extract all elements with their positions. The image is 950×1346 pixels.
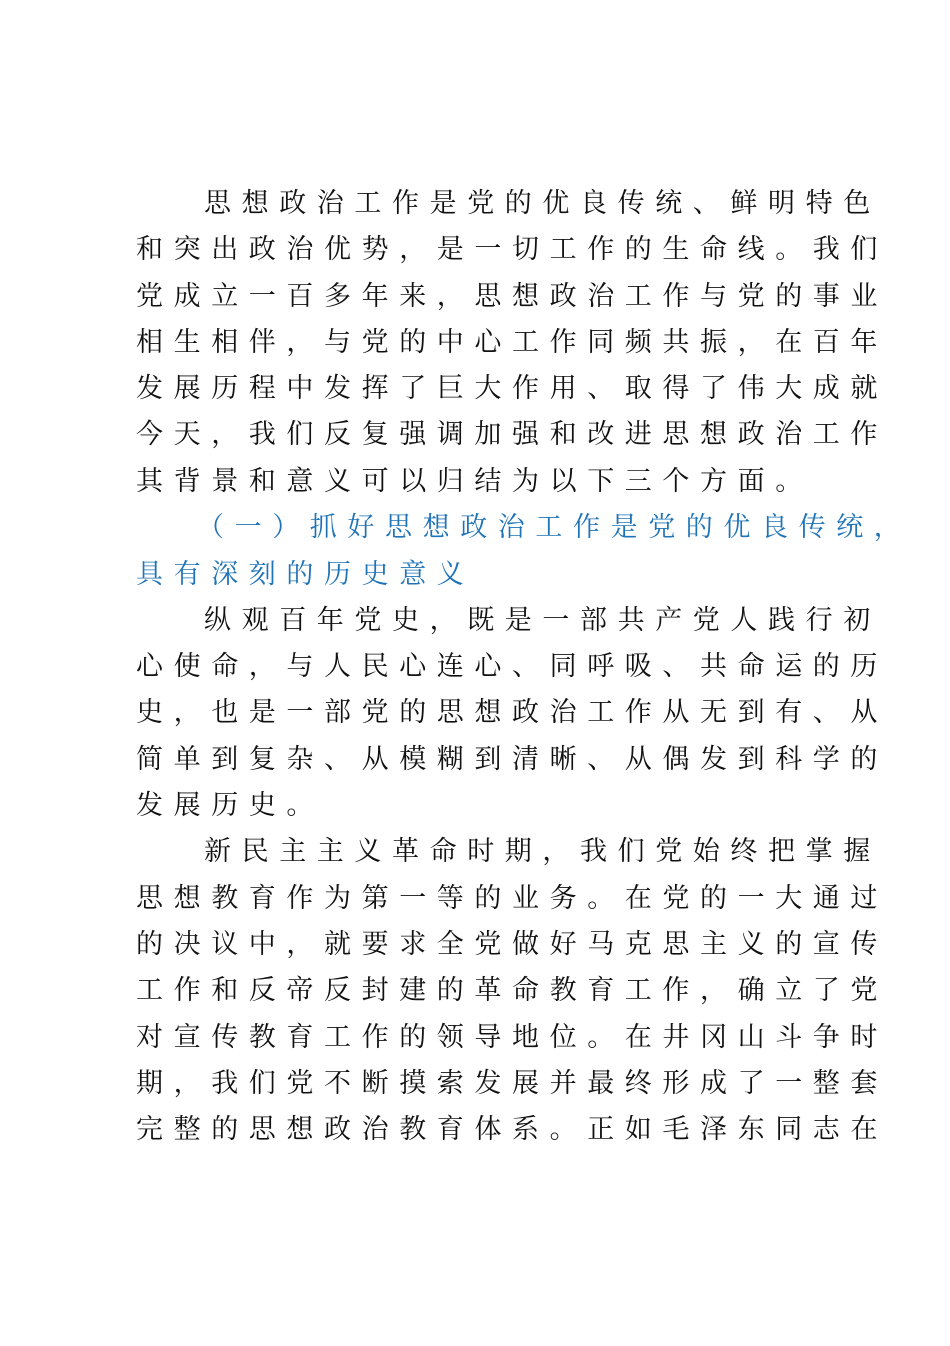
text-line: 发展历程中发挥了巨大作用、取得了伟大成就: [136, 373, 888, 404]
text-line: 相生相伴，与党的中心工作同频共振，在百年: [136, 327, 888, 358]
section-heading-line: （一）抓好思想政治工作是党的优良传统，: [197, 512, 912, 543]
text-line: 心使命，与人民心连心、同呼吸、共命运的历: [136, 651, 888, 682]
section-heading-line: 具有深刻的历史意义: [136, 559, 475, 590]
text-line: 其背景和意义可以归结为以下三个方面。: [136, 466, 813, 497]
text-line: 今天，我们反复强调加强和改进思想政治工作: [136, 419, 888, 450]
text-line: 和突出政治优势，是一切工作的生命线。我们: [136, 234, 888, 265]
text-line: 完整的思想政治教育体系。正如毛泽东同志在: [136, 1114, 888, 1145]
text-line: 发展历史。: [136, 790, 324, 821]
text-line: 对宣传教育工作的领导地位。在井冈山斗争时: [136, 1022, 888, 1053]
text-line: 的决议中，就要求全党做好马克思主义的宣传: [136, 929, 888, 960]
text-line: 新民主主义革命时期，我们党始终把掌握: [204, 836, 881, 867]
text-line: 简单到复杂、从模糊到清晰、从偶发到科学的: [136, 744, 888, 775]
text-line: 期，我们党不断摸索发展并最终形成了一整套: [136, 1068, 888, 1099]
text-line: 工作和反帝反封建的革命教育工作，确立了党: [136, 975, 888, 1006]
text-line: 思想政治工作是党的优良传统、鲜明特色: [204, 188, 881, 219]
text-line: 纵观百年党史，既是一部共产党人践行初: [204, 605, 881, 636]
text-line: 史，也是一部党的思想政治工作从无到有、从: [136, 697, 888, 728]
text-line: 思想教育作为第一等的业务。在党的一大通过: [136, 883, 888, 914]
text-line: 党成立一百多年来，思想政治工作与党的事业: [136, 281, 888, 312]
